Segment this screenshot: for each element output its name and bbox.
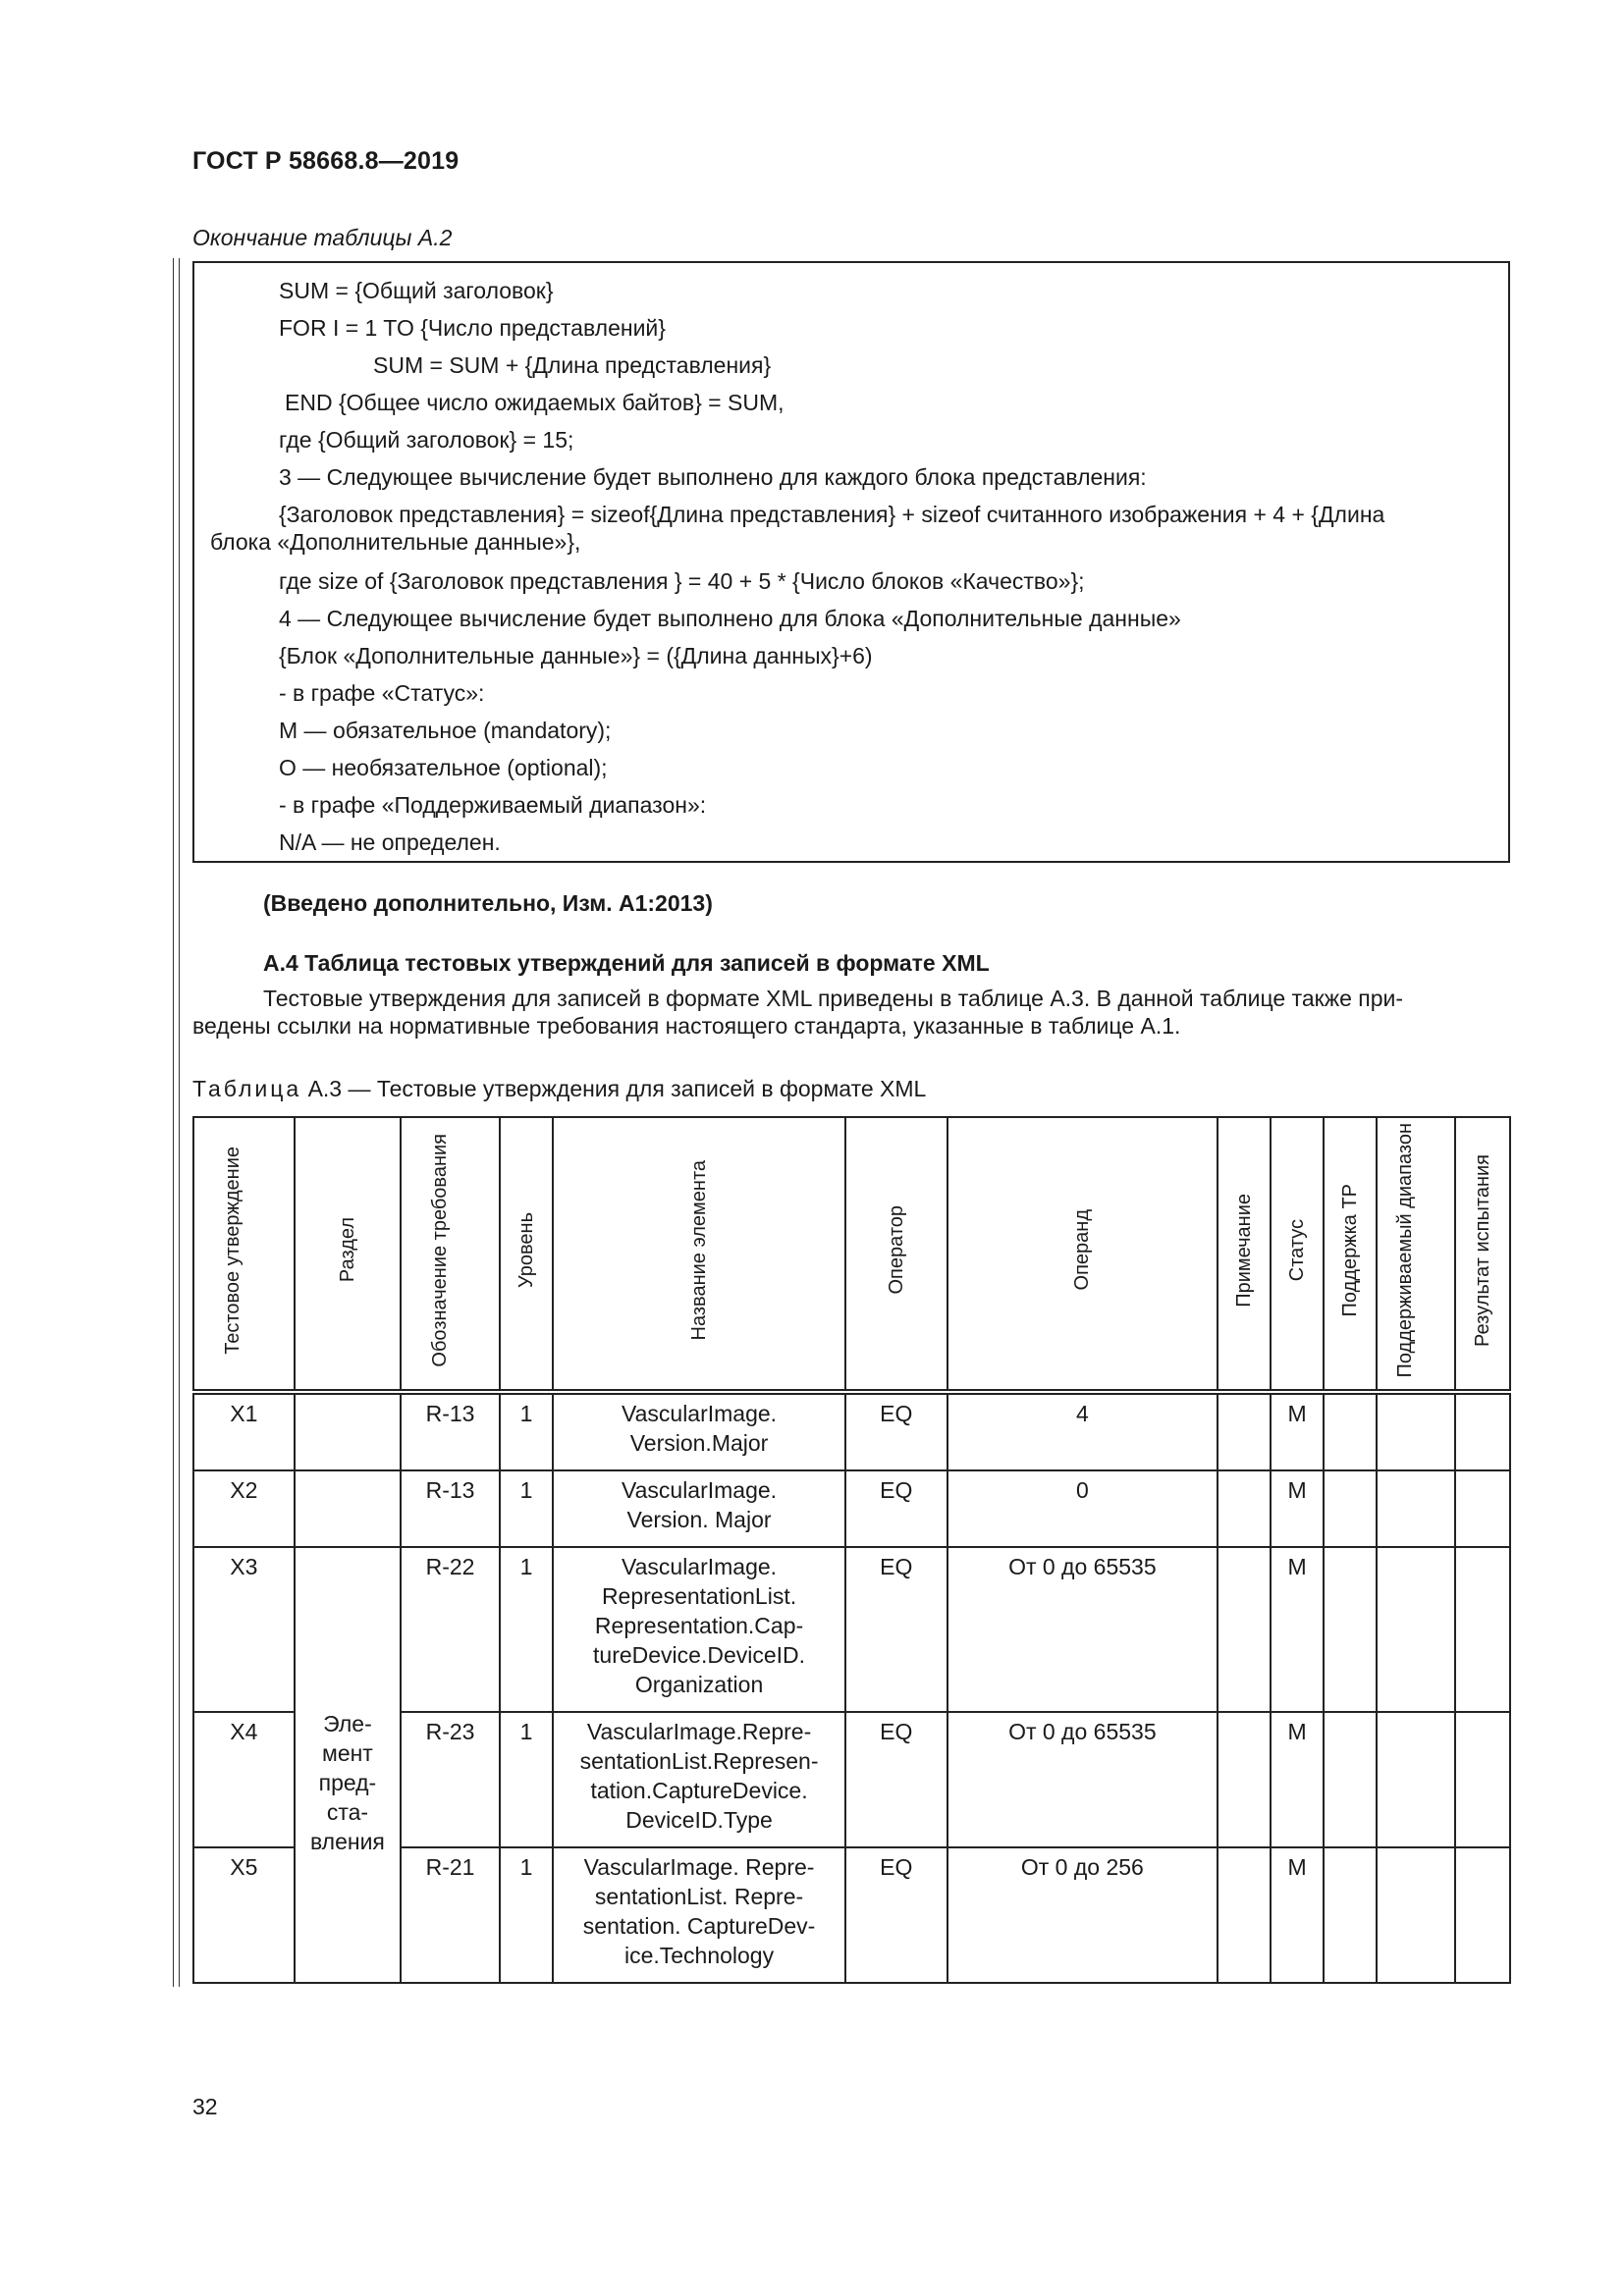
cell-level: 1: [500, 1847, 553, 1983]
cell-tp-support: [1324, 1392, 1377, 1470]
cell-element: VascularImage. Repre- sentationList. Repre- sentation. CaptureDev- ice.Technology: [553, 1847, 845, 1983]
cell-req: R-21: [401, 1847, 500, 1983]
cell-id: X2: [193, 1470, 295, 1547]
cell-operator: EQ: [845, 1470, 947, 1547]
table-row: [193, 1547, 1510, 1712]
cell-range: [1377, 1847, 1454, 1983]
table-a2-notes-box: [192, 261, 1510, 863]
note-line: где {Общий заголовок} = 15;: [279, 427, 574, 453]
note-line: 3 — Следующее вычисление будет выполнено для каждого блока представления:: [279, 464, 1147, 490]
cell-range: [1377, 1547, 1454, 1712]
cell-status: M: [1271, 1547, 1323, 1712]
cell-level: 1: [500, 1547, 553, 1712]
section-a4-paragraph-line-1: Тестовые утверждения для записей в формате XML приведены в таблице А.3. В данной таблице также при-: [263, 986, 1404, 1011]
cell-element: VascularImage. RepresentationList. Representation.Cap- tureDevice.DeviceID. Organization: [553, 1547, 845, 1712]
cell-status: M: [1271, 1470, 1323, 1547]
cell-level: 1: [500, 1470, 553, 1547]
column-header: Тестовое утверждение: [193, 1117, 295, 1392]
cell-range: [1377, 1470, 1454, 1547]
column-header: Раздел: [295, 1117, 402, 1392]
table-a3-header-row: [193, 1117, 1510, 1392]
cell-status: M: [1271, 1392, 1323, 1470]
page-number: 32: [192, 2094, 218, 2119]
cell-result: [1455, 1392, 1510, 1470]
cell-element: VascularImage. Version.Major: [553, 1392, 845, 1470]
cell-req: R-13: [401, 1392, 500, 1470]
revision-margin-line: [179, 258, 180, 1987]
cell-id: X3: [193, 1547, 295, 1712]
table-a3: [192, 1116, 1511, 1984]
note-line: END {Общее число ожидаемых байтов} = SUM,: [285, 390, 785, 415]
note-line: {Заголовок представления} = sizeof{Длина представления} + sizeof считанного изображения + 4 + {Длина: [279, 502, 1385, 527]
note-line: SUM = {Общий заголовок}: [279, 278, 554, 303]
cell-operand: 0: [947, 1470, 1218, 1547]
column-header: Уровень: [500, 1117, 553, 1392]
column-header: Обозначение требования: [401, 1117, 500, 1392]
cell-note: [1218, 1847, 1271, 1983]
cell-result: [1455, 1470, 1510, 1547]
cell-id: X1: [193, 1392, 295, 1470]
cell-operator: EQ: [845, 1392, 947, 1470]
document-header-title: ГОСТ Р 58668.8—2019: [192, 147, 460, 175]
cell-status: M: [1271, 1847, 1323, 1983]
amendment-note: (Введено дополнительно, Изм. А1:2013): [263, 890, 713, 916]
section-a4-heading: А.4 Таблица тестовых утверждений для записей в формате XML: [263, 950, 990, 976]
column-header: Название элемента: [553, 1117, 845, 1392]
cell-range: [1377, 1392, 1454, 1470]
table-a3-caption: [192, 1076, 926, 1102]
cell-tp-support: [1324, 1547, 1377, 1712]
cell-note: [1218, 1392, 1271, 1470]
cell-id: X4: [193, 1712, 295, 1847]
cell-status: M: [1271, 1712, 1323, 1847]
table-a3-caption-text: А.3 — Тестовые утверждения для записей в формате XML: [301, 1076, 927, 1101]
note-line: SUM = SUM + {Длина представления}: [373, 352, 772, 378]
note-line: - в графе «Поддерживаемый диапазон»:: [279, 792, 707, 818]
cell-tp-support: [1324, 1712, 1377, 1847]
column-header: Примечание: [1218, 1117, 1271, 1392]
revision-margin-line: [173, 258, 174, 1987]
cell-tp-support: [1324, 1470, 1377, 1547]
cell-result: [1455, 1712, 1510, 1847]
table-row: [193, 1392, 1510, 1470]
note-line: O — необязательное (optional);: [279, 755, 608, 780]
note-line: {Блок «Дополнительные данные»} = ({Длина данных}+6): [279, 643, 873, 668]
cell-req: R-22: [401, 1547, 500, 1712]
cell-operand: От 0 до 256: [947, 1847, 1218, 1983]
note-line: N/A — не определен.: [279, 829, 501, 855]
cell-tp-support: [1324, 1847, 1377, 1983]
cell-section: [295, 1392, 402, 1470]
cell-section-merged: Эле- мент пред- ста- вления: [295, 1547, 402, 1983]
cell-req: R-13: [401, 1470, 500, 1547]
section-a4-paragraph-line-2: ведены ссылки на нормативные требования настоящего стандарта, указанные в таблице А.1.: [192, 1013, 1181, 1039]
cell-req: R-23: [401, 1712, 500, 1847]
cell-result: [1455, 1847, 1510, 1983]
note-line: 4 — Следующее вычисление будет выполнено для блока «Дополнительные данные»: [279, 606, 1181, 631]
table-row: [193, 1470, 1510, 1547]
table-a2-continuation-caption: Окончание таблицы А.2: [192, 225, 453, 250]
cell-element: VascularImage.Repre- sentationList.Represen- tation.CaptureDevice. DeviceID.Type: [553, 1712, 845, 1847]
cell-operator: EQ: [845, 1847, 947, 1983]
cell-operand: От 0 до 65535: [947, 1712, 1218, 1847]
note-line: блока «Дополнительные данные»},: [210, 529, 581, 555]
cell-range: [1377, 1712, 1454, 1847]
cell-level: 1: [500, 1392, 553, 1470]
column-header: Оператор: [845, 1117, 947, 1392]
cell-section: [295, 1470, 402, 1547]
column-header: Результат испытания: [1455, 1117, 1510, 1392]
cell-note: [1218, 1712, 1271, 1847]
cell-operand: От 0 до 65535: [947, 1547, 1218, 1712]
column-header: Поддерживаемый диапазон: [1377, 1117, 1454, 1392]
cell-note: [1218, 1547, 1271, 1712]
cell-result: [1455, 1547, 1510, 1712]
column-header: Статус: [1271, 1117, 1323, 1392]
column-header: Поддержка ТР: [1324, 1117, 1377, 1392]
note-line: FOR I = 1 TO {Число представлений}: [279, 315, 666, 341]
note-line: M — обязательное (mandatory);: [279, 718, 612, 743]
cell-level: 1: [500, 1712, 553, 1847]
table-a3-caption-label: Таблица: [192, 1076, 302, 1101]
cell-operand: 4: [947, 1392, 1218, 1470]
cell-id: X5: [193, 1847, 295, 1983]
cell-operator: EQ: [845, 1547, 947, 1712]
note-line: где size of {Заголовок представления } = 40 + 5 * {Число блоков «Качество»};: [279, 568, 1085, 594]
column-header: Операнд: [947, 1117, 1218, 1392]
cell-operator: EQ: [845, 1712, 947, 1847]
cell-element: VascularImage. Version. Major: [553, 1470, 845, 1547]
note-line: - в графе «Статус»:: [279, 680, 485, 706]
cell-note: [1218, 1470, 1271, 1547]
